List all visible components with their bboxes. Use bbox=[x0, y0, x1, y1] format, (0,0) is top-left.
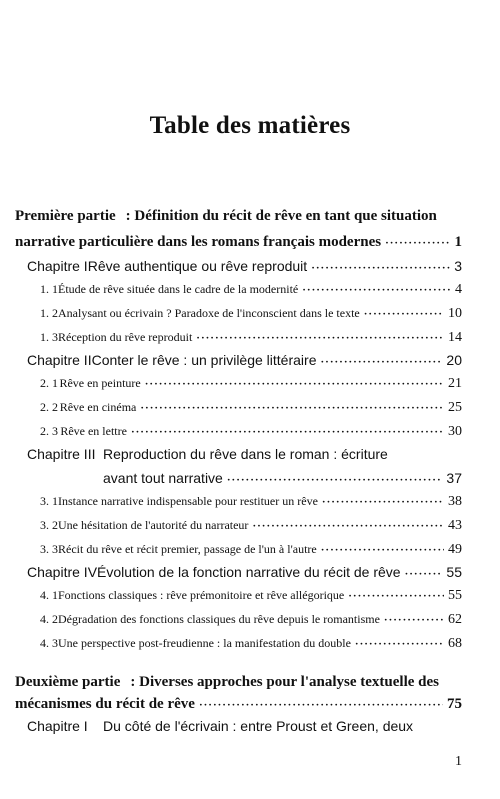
chapter-entry bbox=[103, 470, 462, 486]
section-number: 4. 1 bbox=[40, 588, 58, 602]
section-number: 3. 2 bbox=[40, 518, 58, 532]
chapter-label: Chapitre I bbox=[27, 258, 88, 274]
part-label: Première partie bbox=[15, 208, 116, 224]
section-entry bbox=[40, 612, 462, 628]
page-number: 1 bbox=[454, 234, 462, 250]
section-entry bbox=[40, 494, 462, 510]
dot-leader bbox=[145, 376, 444, 391]
section-title: Réception du rêve reproduit bbox=[58, 330, 193, 344]
section-entry bbox=[40, 306, 462, 322]
chapter-label: Chapitre II bbox=[27, 352, 92, 368]
chapter-title: Rêve authentique ou rêve reproduit bbox=[87, 258, 308, 274]
section-entry bbox=[40, 376, 462, 392]
section-entry bbox=[40, 424, 462, 440]
dot-leader bbox=[384, 612, 444, 627]
dot-leader bbox=[322, 494, 444, 509]
dot-leader bbox=[131, 424, 444, 439]
part-entry bbox=[15, 696, 462, 713]
dot-leader bbox=[311, 258, 450, 274]
chapter-entry bbox=[27, 352, 462, 368]
dot-leader bbox=[321, 542, 444, 557]
section-entry bbox=[40, 518, 462, 534]
section-number: 4. 2 bbox=[40, 612, 58, 626]
dot-leader bbox=[302, 282, 451, 297]
part-title-line1: : Diverses approches pour l'analyse textuelle des bbox=[130, 674, 439, 690]
part-label: Deuxième partie bbox=[15, 674, 121, 690]
chapter-label: Chapitre IV bbox=[27, 564, 98, 580]
section-number: 2. 3 bbox=[40, 424, 58, 438]
folio-page-number: 1 bbox=[455, 754, 462, 769]
part-title-line2: mécanismes du récit de rêve bbox=[15, 696, 195, 712]
section-entry bbox=[40, 542, 462, 558]
page-number: 55 bbox=[448, 588, 462, 603]
section-title: Étude de rêve située dans le cadre de la modernité bbox=[58, 282, 299, 296]
section-entry bbox=[40, 400, 462, 416]
dot-leader bbox=[196, 330, 444, 345]
section-entry bbox=[40, 282, 462, 298]
section-number: 4. 3 bbox=[40, 636, 58, 650]
dot-leader bbox=[199, 696, 443, 713]
section-title: Récit du rêve et récit premier, passage de l'un à l'autre bbox=[58, 542, 317, 556]
section-title: Rêve en cinéma bbox=[59, 400, 137, 414]
part-title-line1: : Définition du récit de rêve en tant que situation bbox=[125, 208, 437, 224]
chapter-label: Chapitre III bbox=[27, 446, 96, 462]
section-entry bbox=[40, 636, 462, 652]
page-number: 62 bbox=[448, 612, 462, 627]
page-number: 55 bbox=[446, 564, 462, 580]
section-entry bbox=[40, 588, 462, 604]
page-number: 68 bbox=[448, 636, 462, 651]
part-heading bbox=[15, 674, 439, 691]
section-number: 3. 1 bbox=[40, 494, 58, 508]
page-number: 10 bbox=[448, 306, 462, 321]
page-number: 75 bbox=[447, 696, 462, 712]
chapter-label: Chapitre I bbox=[27, 718, 88, 734]
chapter-entry bbox=[27, 564, 462, 580]
chapter-heading bbox=[27, 446, 388, 462]
section-title: Dégradation des fonctions classiques du rêve depuis le romantisme bbox=[58, 612, 380, 626]
section-number: 1. 1 bbox=[40, 282, 58, 296]
chapter-title-line1: Reproduction du rêve dans le roman : écriture bbox=[103, 446, 388, 462]
page-title: Table des matières bbox=[149, 112, 351, 139]
chapter-entry bbox=[27, 258, 462, 274]
page-number: 25 bbox=[448, 400, 462, 415]
section-title: Analysant ou écrivain ? Paradoxe de l'inconscient dans le texte bbox=[58, 306, 360, 320]
dot-leader bbox=[405, 564, 443, 580]
page-number: 3 bbox=[454, 258, 462, 274]
dot-leader bbox=[348, 588, 444, 603]
chapter-title-line2: avant tout narrative bbox=[103, 470, 223, 486]
section-title: Une hésitation de l'autorité du narrateur bbox=[58, 518, 249, 532]
dot-leader bbox=[364, 306, 444, 321]
dot-leader bbox=[227, 470, 443, 486]
dot-leader bbox=[252, 518, 444, 533]
section-number: 2. 2 bbox=[40, 400, 58, 414]
section-title: Rêve en peinture bbox=[59, 376, 141, 390]
page-number: 20 bbox=[446, 352, 462, 368]
chapter-title: Évolution de la fonction narrative du récit de rêve bbox=[97, 564, 401, 580]
page-number: 49 bbox=[448, 542, 462, 557]
section-number: 1. 3 bbox=[40, 330, 58, 344]
page-number: 4 bbox=[455, 282, 462, 297]
dot-leader bbox=[320, 352, 442, 368]
section-number: 2. 1 bbox=[40, 376, 58, 390]
dot-leader bbox=[385, 234, 450, 251]
section-title: Rêve en lettre bbox=[60, 424, 127, 438]
page-number: 37 bbox=[446, 470, 462, 486]
page-number: 30 bbox=[448, 424, 462, 439]
dot-leader bbox=[140, 400, 444, 415]
chapter-title: Conter le rêve : un privilège littéraire bbox=[91, 352, 317, 368]
section-number: 1. 2 bbox=[40, 306, 58, 320]
page-number: 38 bbox=[448, 494, 462, 509]
dot-leader bbox=[355, 636, 444, 651]
section-entry bbox=[40, 330, 462, 346]
chapter-title-line1: Du côté de l'écrivain : entre Proust et Green, deux bbox=[103, 718, 414, 734]
section-number: 3. 3 bbox=[40, 542, 58, 556]
page-number: 43 bbox=[448, 518, 462, 533]
section-title: Instance narrative indispensable pour restituer un rêve bbox=[58, 494, 318, 508]
section-title: Fonctions classiques : rêve prémonitoire et rêve allégorique bbox=[58, 588, 345, 602]
part-heading bbox=[15, 208, 437, 225]
chapter-heading bbox=[27, 718, 413, 734]
part-title-line2: narrative particulière dans les romans français modernes bbox=[15, 234, 382, 250]
page-number: 21 bbox=[448, 376, 462, 391]
section-title: Une perspective post-freudienne : la manifestation du double bbox=[58, 636, 351, 650]
page-number: 14 bbox=[448, 330, 462, 345]
part-entry bbox=[15, 234, 462, 251]
